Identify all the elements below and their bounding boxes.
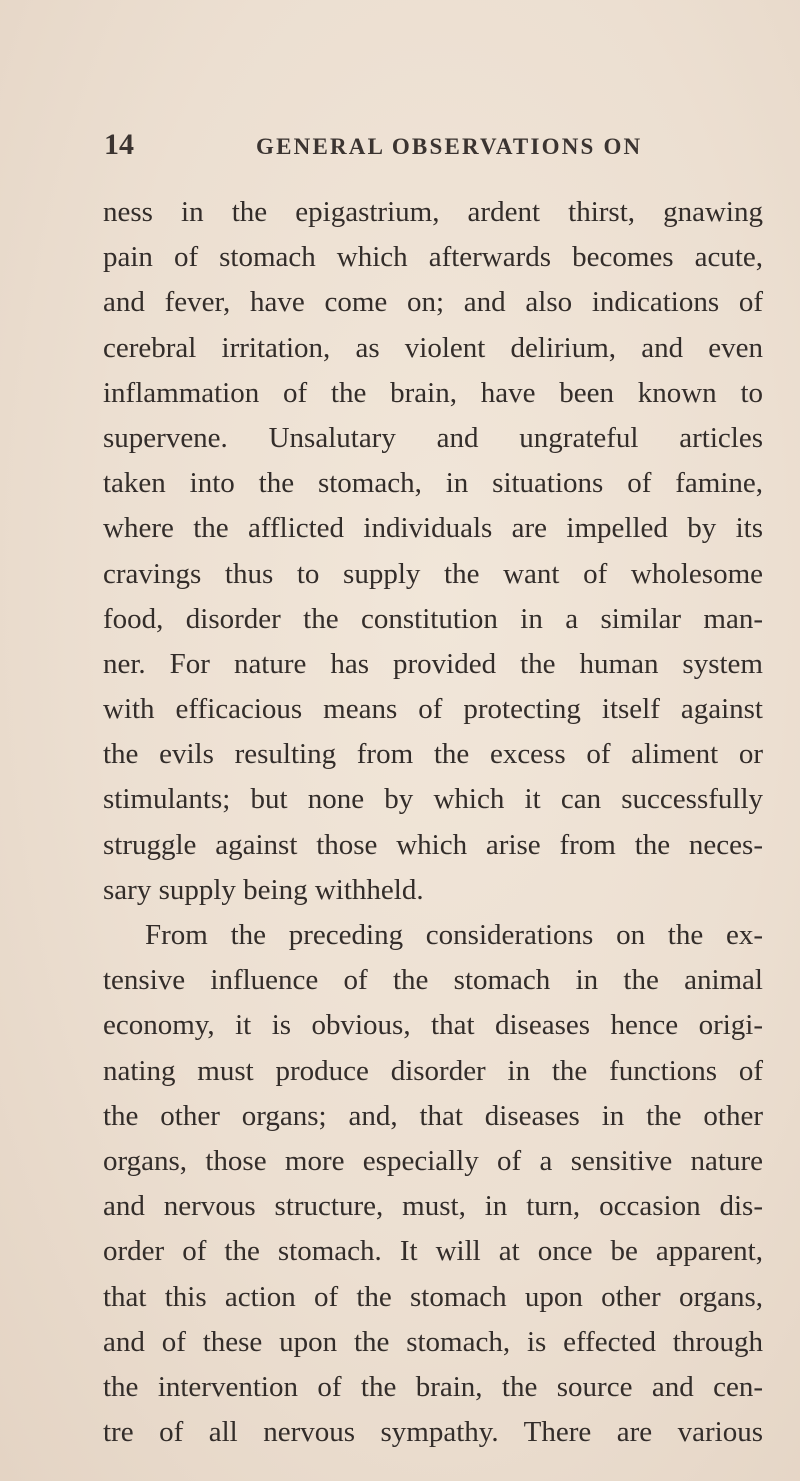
text-line: ner. For nature has provided the human system <box>103 647 763 680</box>
text-line: food, disorder the constitution in a similar man- <box>103 602 763 635</box>
text-line: where the afflicted individuals are impelled by its <box>103 512 763 545</box>
text-line: the other organs; and, that diseases in the other <box>103 1099 763 1132</box>
text-line: and fever, have come on; and also indications of <box>103 286 763 319</box>
text-line: order of the stomach. It will at once be apparent, <box>103 1235 763 1268</box>
text-line: economy, it is obvious, that diseases hence origi- <box>103 1009 763 1042</box>
text-line: stimulants; but none by which it can successfully <box>103 783 763 816</box>
text-line: tre of all nervous sympathy. There are various <box>103 1416 763 1449</box>
page-header <box>104 128 764 168</box>
page-number: 14 <box>104 128 134 161</box>
text-line: taken into the stomach, in situations of famine, <box>103 467 763 500</box>
text-line: tensive influence of the stomach in the animal <box>103 964 763 997</box>
text-line: pain of stomach which afterwards becomes acute, <box>103 241 763 274</box>
text-line: sary supply being withheld. <box>103 873 424 906</box>
running-head: GENERAL OBSERVATIONS ON <box>256 134 643 159</box>
text-line: cravings thus to supply the want of wholesome <box>103 557 763 590</box>
text-line: and nervous structure, must, in turn, occasion dis- <box>103 1190 763 1223</box>
text-line: the intervention of the brain, the source and cen- <box>103 1370 763 1403</box>
text-line: organs, those more especially of a sensitive nature <box>103 1144 763 1177</box>
text-line: cerebral irritation, as violent delirium, and even <box>103 331 763 364</box>
text-line: that this action of the stomach upon other organs, <box>103 1280 763 1313</box>
body-text <box>103 190 763 1455</box>
text-line: and of these upon the stomach, is effected through <box>103 1325 763 1358</box>
text-line: struggle against those which arise from the neces- <box>103 828 763 861</box>
paragraph-start-line: From the preceding considerations on the ex- <box>145 919 763 951</box>
text-line: nating must produce disorder in the functions of <box>103 1054 763 1087</box>
text-line: supervene. Unsalutary and ungrateful articles <box>103 421 763 454</box>
text-line: with efficacious means of protecting itself against <box>103 693 763 726</box>
text-line: the evils resulting from the excess of aliment or <box>103 738 763 771</box>
text-line: inflammation of the brain, have been known to <box>103 376 763 409</box>
text-line: ness in the epigastrium, ardent thirst, gnawing <box>103 196 763 228</box>
